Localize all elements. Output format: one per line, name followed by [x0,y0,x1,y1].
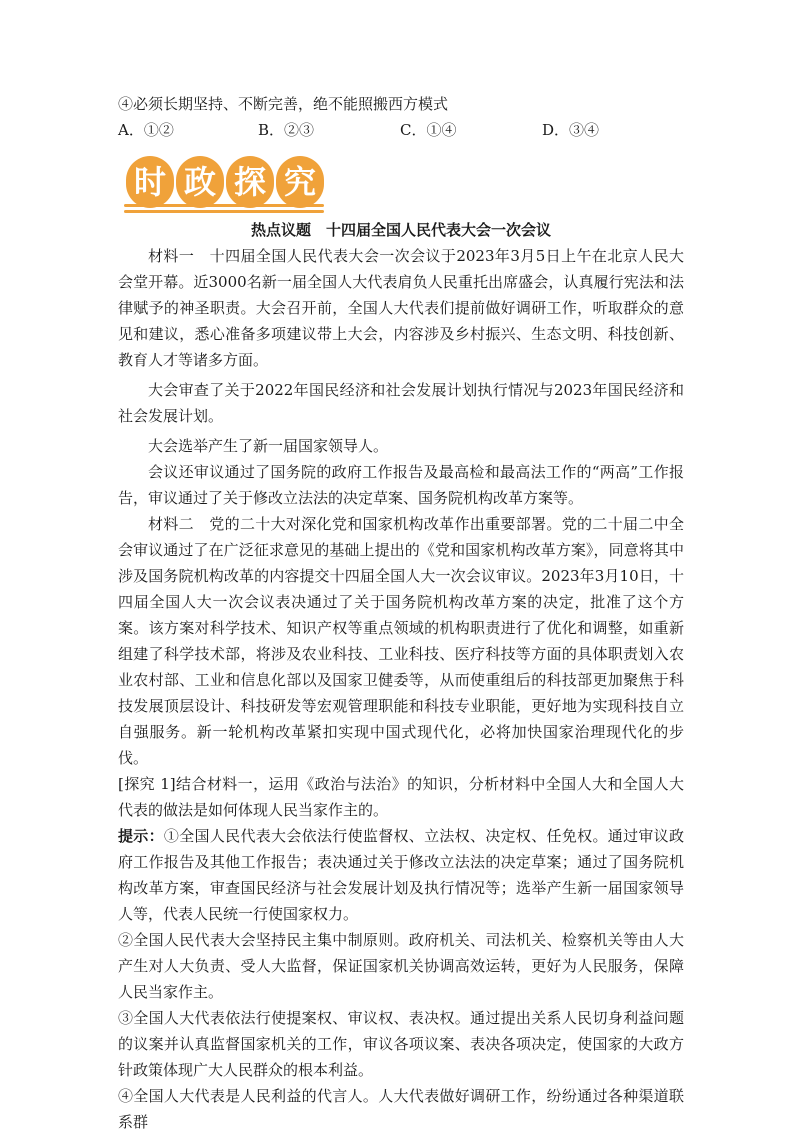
material-two: 材料二 党的二十大对深化党和国家机构改革作出重要部署。党的二十届二中全会审议通过了在广泛征求意见的基础上提出的《党和国家机构改革方案》，同意将其中涉及国务院机构改革的内容提交十四届全国人大一次会议审议。2023年3月10日，十四届全国人大一次会议表决通过了关于国务院机构改革方案的决定，批准了这个方案。该方案对科学技术、知识产权等重点领域的机构职责进行了优化和调整，如重新组建了科学技术部，将涉及农业科技、工业科技、医疗科技等方面的具体职责划入农业农村部、工业和信息化部以及国家卫健委等，从而使重组后的科技部更加聚焦于科技发展顶层设计、科技研发等宏观管理职能和科技专业职能，更好地为实现科技自立自强服务。新一轮机构改革紧扣实现中国式现代化，必将加快国家治理现代化的步伐。 [118,515,684,767]
option-d: D．③④ [542,121,600,139]
hint-p4: ④全国人大代表是人民利益的代言人。人大代表做好调研工作，纷纷通过各种渠道联系群 [118,1087,684,1131]
hint-p1 [118,823,684,927]
inquiry-text: 结合材料一，运用《政治与法治》的知识，分析材料中全国人大和全国人大代表的做法是如何体现人民当家作主的。 [118,775,684,819]
section-heading: 热点议题 十四届全国人民代表大会一次会议 [250,221,551,239]
option-a: A．①② [118,121,174,139]
material-one [118,243,684,1135]
banner-char-2: 政 [183,163,217,201]
material-one-p1: 材料一 十四届全国人民代表大会一次会议于2023年3月5日上午在北京人民大会堂开幕。近3000名新一届全国人大代表肩负人民重托出席盛会，认真履行宪法和法律赋予的神圣职责。大会召开前，全国人大代表们提前做好调研工作，听取群众的意见和建议，悉心准备多项建议带上大会，内容涉及乡村振兴、生态文明、科技创新、教育人才等诸多方面。 [118,247,684,369]
answer-options [118,117,684,143]
inquiry-label: [探究 1] [118,775,176,793]
hint-label: 提示： [118,827,164,845]
option-c: C．①④ [400,121,457,139]
banner-char-4: 究 [283,163,317,201]
banner-char-1: 时 [133,163,167,201]
banner-char-3: 探 [233,163,267,201]
option-b: B．②③ [258,121,315,139]
option-item-4: ④必须长期坚持、不断完善，绝不能照搬西方模式 [118,95,449,113]
material-one-p3: 大会选举产生了新一届国家领导人。 [148,437,389,455]
current-affairs-banner [122,150,332,216]
material-one-p4: 会议还审议通过了国务院的政府工作报告及最高检和最高法工作的“两高”工作报告，审议通过了关于修改立法法的决定草案、国务院机构改革方案等。 [118,463,684,507]
hint-p3: ③全国人大代表依法行使提案权、审议权、表决权。通过提出关系人民切身利益问题的议案并认真监督国家机关的工作，审议各项议案、表决各项决定，使国家的大政方针政策体现广大人民群众的根本利益。 [118,1009,684,1079]
banner-graphic [122,150,332,216]
hint-text-1: ①全国人民代表大会依法行使监督权、立法权、决定权、任免权。通过审议政府工作报告及其他工作报告；表决通过关于修改立法法的决定草案；通过了国务院机构改革方案，审查国民经济与社会发展计划及执行情况等；选举产生新一届国家领导人等，代表人民统一行使国家权力。 [118,827,684,923]
material-one-p2: 大会审查了关于2022年国民经济和社会发展计划执行情况与2023年国民经济和社会发展计划。 [118,381,684,425]
inquiry-one [118,771,684,823]
hint-p2: ②全国人民代表大会坚持民主集中制原则。政府机关、司法机关、检察机关等由人大产生对人大负责、受人大监督，保证国家机关协调高效运转，更好为人民服务，保障人民当家作主。 [118,931,684,1001]
